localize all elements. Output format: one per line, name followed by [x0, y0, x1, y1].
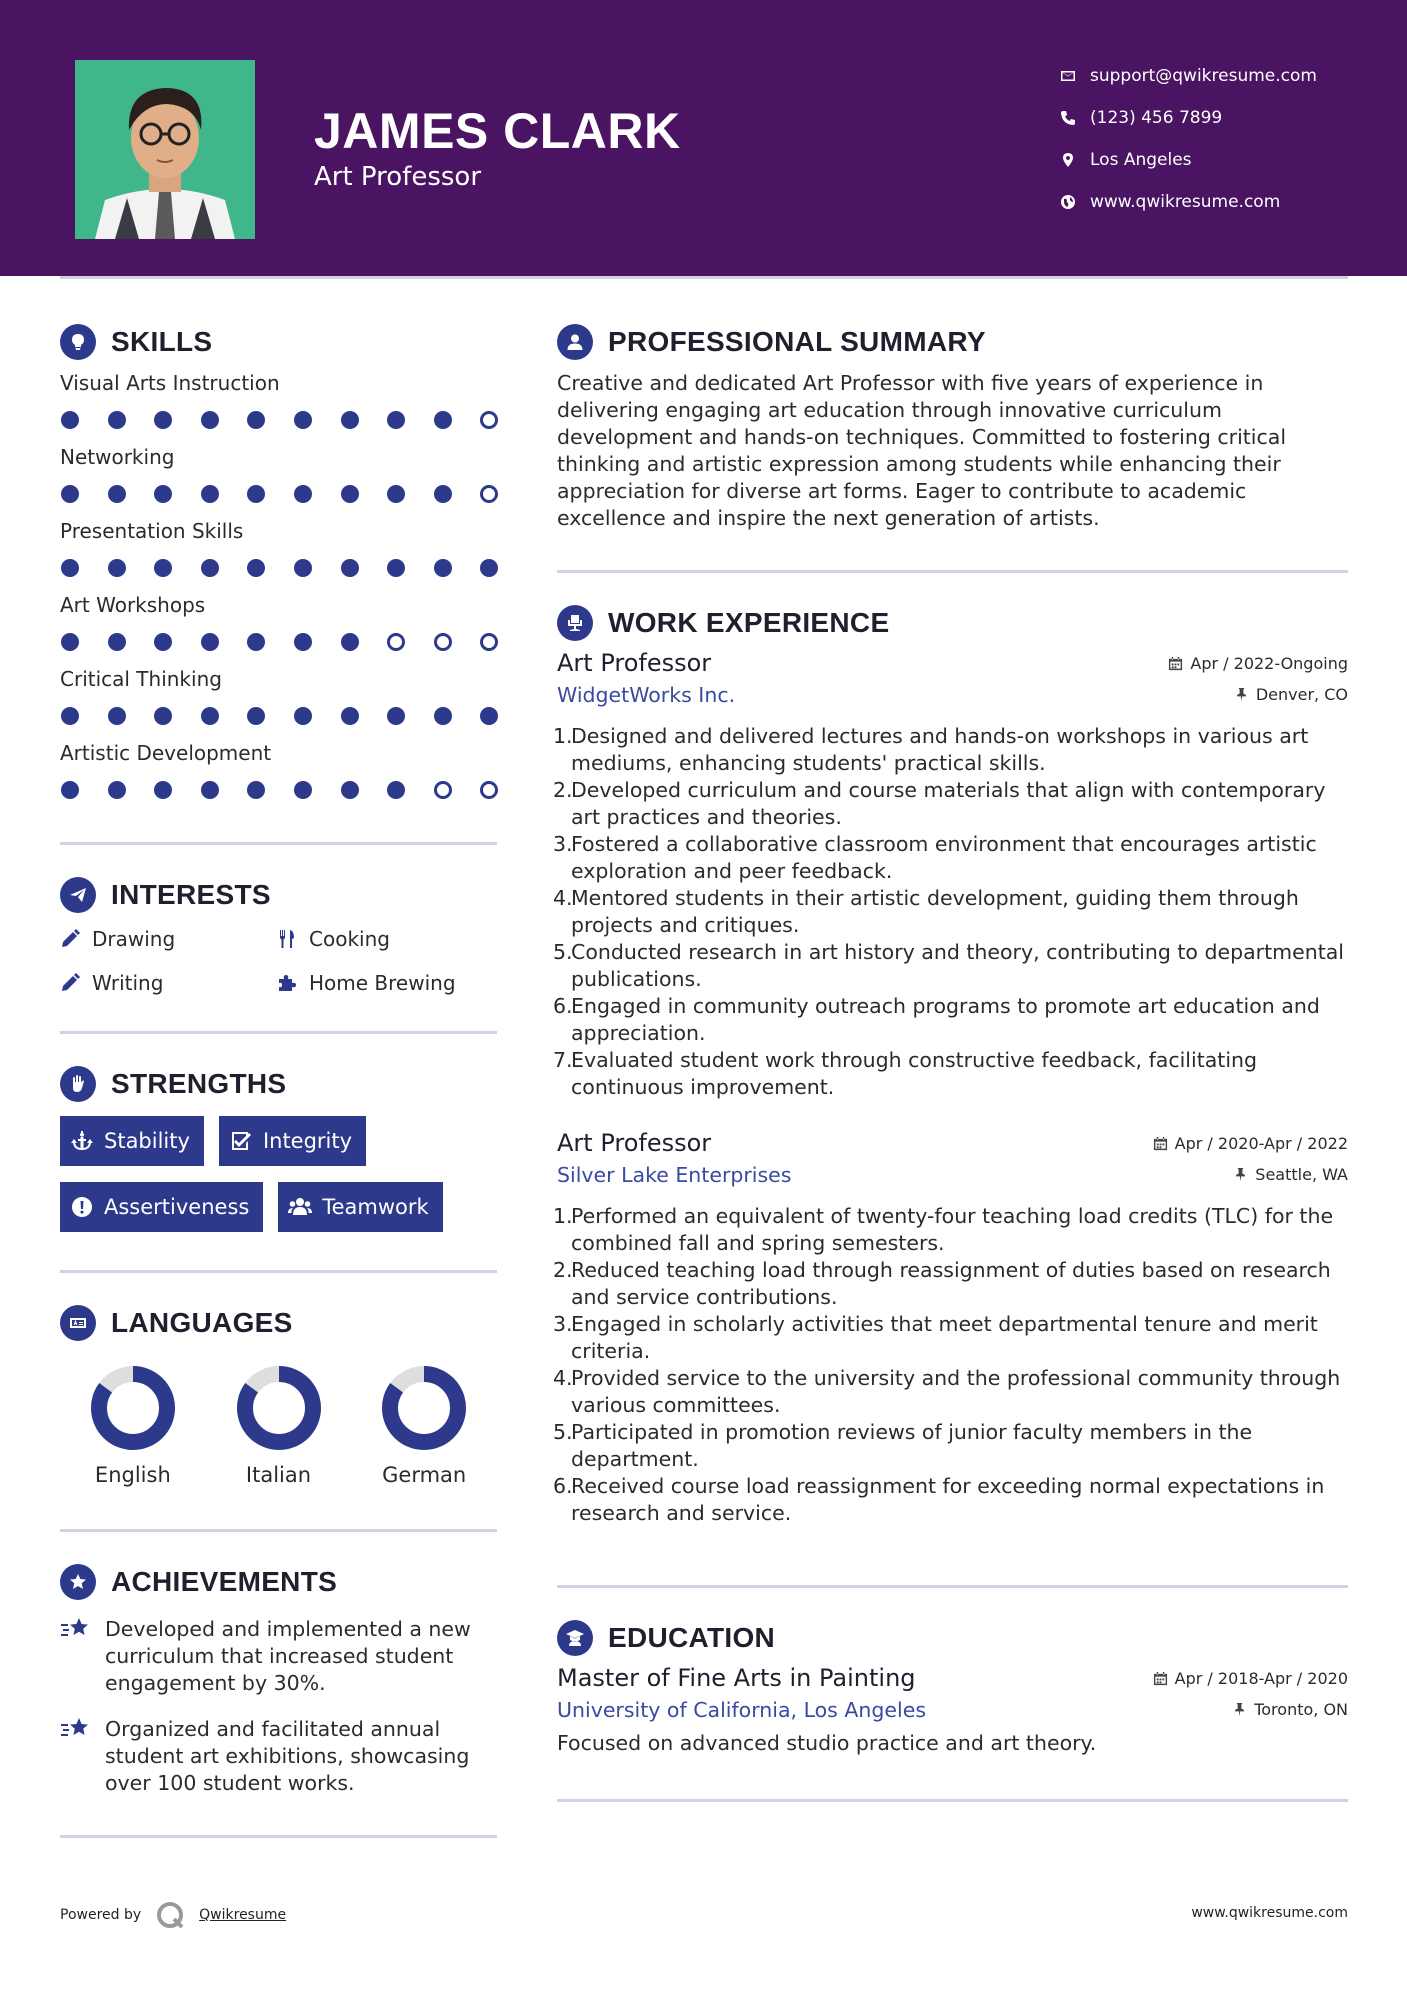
puzzle-icon: [277, 973, 297, 993]
rating-dot-filled: [108, 781, 126, 799]
skill-item: [60, 664, 497, 738]
language-label: English: [94, 1463, 171, 1487]
left-column: [60, 320, 497, 1838]
rating-dot-empty: [434, 633, 452, 651]
language-item: [60, 1365, 206, 1487]
rating-dot-filled: [61, 485, 79, 503]
contact-email-text: support@qwikresume.com: [1090, 66, 1317, 86]
lightbulb-icon: [60, 324, 96, 360]
rating-dot-filled: [480, 559, 498, 577]
globe-icon: [1050, 194, 1086, 210]
skill-item: [60, 738, 497, 812]
education-description: Focused on advanced studio practice and art theory.: [557, 1731, 1097, 1755]
job-dates: Apr / 2022-Ongoing: [1168, 654, 1348, 673]
interest-item: Home Brewing: [277, 967, 497, 999]
school-name[interactable]: University of California, Los Angeles: [557, 1698, 927, 1722]
duty-item: 2. Developed curriculum and course materials that align with contemporary art practices and theories.: [553, 778, 1326, 829]
map-marker-icon: [1050, 152, 1086, 168]
summary-text: Creative and dedicated Art Professor with five years of experience in delivering engaging art education through innovative curriculum development and hands-on techniques. Committed to fostering critical thinking and artistic expression among students while enhancing their appreciation for diverse art forms. Eager to contribute to academic excellence and inspire the next generation of artists.: [557, 371, 1287, 530]
rating-dot-filled: [247, 781, 265, 799]
strength-tag: Integrity: [219, 1116, 366, 1166]
skills-heading: SKILLS: [60, 320, 497, 364]
skill-item: [60, 442, 497, 516]
contact-location-text: Los Angeles: [1090, 150, 1192, 170]
job-role: Art Professor: [557, 1129, 712, 1157]
skill-rating: [61, 546, 497, 590]
skills-list: [60, 368, 497, 812]
skill-rating: [61, 398, 497, 442]
language-label: Italian: [245, 1463, 312, 1487]
language-icon: [60, 1305, 96, 1341]
duty-item: 4. Mentored students in their artistic development, guiding them through projects and critiques.: [553, 886, 1299, 937]
duty-item: 6. Received course load reassignment for exceeding normal expectations in research and service.: [553, 1474, 1325, 1525]
rating-dot-filled: [341, 707, 359, 725]
rating-dot-filled: [247, 411, 265, 429]
contact-list: [1050, 55, 1390, 223]
rating-dot-filled: [154, 707, 172, 725]
skill-item: [60, 516, 497, 590]
anchor-icon: [70, 1129, 94, 1153]
duty-item: 2. Reduced teaching load through reassignment of duties based on research and service contributions.: [553, 1258, 1331, 1309]
duty-item: 7. Evaluated student work through constructive feedback, facilitating continuous improvement.: [553, 1048, 1258, 1099]
qwikresume-logo-icon: [155, 1900, 185, 1930]
calendar-icon: [1168, 656, 1183, 671]
contact-location: [1050, 139, 1390, 181]
duty-item: 6. Engaged in community outreach programs to promote art education and appreciation.: [553, 994, 1320, 1045]
language-item: [206, 1365, 352, 1487]
rating-dot-filled: [387, 485, 405, 503]
skill-name: Critical Thinking: [60, 667, 222, 691]
rating-dot-filled: [341, 633, 359, 651]
rating-dot-filled: [61, 633, 79, 651]
education-entry: [557, 1664, 1348, 1757]
calendar-icon: [1153, 1136, 1168, 1151]
strength-tag: Teamwork: [278, 1182, 442, 1232]
interest-item: Cooking: [277, 923, 497, 955]
star-badge-icon: [60, 1564, 96, 1600]
interest-item: Writing: [60, 967, 277, 999]
achievement-item: Organized and facilitated annual student art exhibitions, showcasing over 100 student works.: [60, 1716, 497, 1797]
language-proficiency-ring: [236, 1365, 322, 1451]
pushpin-icon: [1234, 687, 1249, 702]
rating-dot-filled: [294, 559, 312, 577]
phone-icon: [1050, 110, 1086, 126]
user-icon: [557, 324, 593, 360]
rating-dot-filled: [294, 485, 312, 503]
pencil-icon: [60, 973, 80, 993]
skill-name: Art Workshops: [60, 593, 206, 617]
cutlery-icon: [277, 929, 297, 949]
section-divider: [557, 1585, 1348, 1588]
envelope-icon: [1050, 68, 1086, 84]
pushpin-icon: [1233, 1167, 1248, 1182]
portrait-image: [75, 60, 255, 239]
rating-dot-filled: [480, 707, 498, 725]
rating-dot-filled: [201, 707, 219, 725]
rating-dot-filled: [434, 559, 452, 577]
interests-list: [60, 923, 497, 999]
job-dates: Apr / 2020-Apr / 2022: [1153, 1134, 1348, 1153]
rating-dot-empty: [434, 781, 452, 799]
skill-item: [60, 368, 497, 442]
rating-dot-filled: [294, 781, 312, 799]
candidate-title: Art Professor: [314, 162, 482, 192]
rating-dot-filled: [154, 559, 172, 577]
rating-dot-empty: [387, 633, 405, 651]
rating-dot-filled: [108, 411, 126, 429]
language-label: German: [382, 1463, 467, 1487]
rating-dot-filled: [201, 633, 219, 651]
rating-dot-filled: [61, 559, 79, 577]
achievements-list: [60, 1616, 497, 1797]
rating-dot-filled: [341, 559, 359, 577]
section-divider: [557, 570, 1348, 573]
job-location: Seattle, WA: [1233, 1165, 1348, 1184]
rating-dot-empty: [480, 485, 498, 503]
language-proficiency-ring: [90, 1365, 176, 1451]
job-role: Art Professor: [557, 649, 712, 677]
contact-phone-text: (123) 456 7899: [1090, 108, 1223, 128]
rating-dot-filled: [154, 411, 172, 429]
skill-name: Presentation Skills: [60, 519, 244, 543]
rating-dot-empty: [480, 411, 498, 429]
languages-list: [60, 1365, 497, 1487]
graduate-icon: [557, 1620, 593, 1656]
rating-dot-filled: [341, 781, 359, 799]
header-divider: [60, 276, 1348, 279]
job-entry: [553, 1129, 1348, 1527]
footer-powered-by: Powered by Qwikresume: [60, 1900, 286, 1930]
rating-dot-filled: [387, 559, 405, 577]
skill-name: Networking: [60, 445, 175, 469]
company-name[interactable]: WidgetWorks Inc.: [557, 683, 736, 707]
experience-heading: WORK EXPERIENCE: [557, 601, 1348, 645]
section-divider: [60, 1835, 497, 1838]
contact-email[interactable]: [1050, 55, 1390, 97]
language-proficiency-ring: [381, 1365, 467, 1451]
duty-item: 1. Designed and delivered lectures and hands-on workshops in various art mediums, enhancing students' practical skills.: [553, 724, 1309, 775]
rating-dot-filled: [61, 781, 79, 799]
duty-item: 1. Performed an equivalent of twenty-four teaching load credits (TLC) for the combined fall and spring semesters.: [553, 1204, 1334, 1255]
rating-dot-filled: [387, 707, 405, 725]
rating-dot-filled: [387, 781, 405, 799]
contact-website-text: www.qwikresume.com: [1090, 192, 1281, 212]
rating-dot-filled: [201, 411, 219, 429]
strength-tag: Assertiveness: [60, 1182, 263, 1232]
skill-rating: [61, 472, 497, 516]
rating-dot-filled: [108, 633, 126, 651]
rating-dot-filled: [201, 485, 219, 503]
strength-tag: Stability: [60, 1116, 204, 1166]
job-location: Denver, CO: [1234, 685, 1348, 704]
rating-dot-filled: [434, 707, 452, 725]
rating-dot-filled: [434, 485, 452, 503]
rating-dot-filled: [247, 633, 265, 651]
section-divider: [60, 1270, 497, 1273]
section-divider: [557, 1799, 1348, 1802]
contact-website[interactable]: [1050, 181, 1390, 223]
right-column: [553, 320, 1348, 1802]
rating-dot-filled: [154, 485, 172, 503]
job-entry: [553, 649, 1348, 1101]
rating-dot-filled: [61, 411, 79, 429]
degree-title: Master of Fine Arts in Painting: [557, 1664, 916, 1692]
skill-name: Artistic Development: [60, 741, 272, 765]
rating-dot-filled: [434, 411, 452, 429]
duty-item: 3. Fostered a collaborative classroom environment that encourages artistic exploration and peer feedback.: [553, 832, 1317, 883]
section-divider: [60, 842, 497, 845]
rating-dot-filled: [154, 633, 172, 651]
check-square-icon: [229, 1129, 253, 1153]
paper-plane-icon: [60, 877, 96, 913]
education-heading: EDUCATION: [557, 1616, 1348, 1660]
job-duties: [553, 723, 1348, 1101]
achievements-heading: ACHIEVEMENTS: [60, 1560, 497, 1604]
duty-item: 5. Conducted research in art history and theory, contributing to departmental publications.: [553, 940, 1345, 991]
skill-name: Visual Arts Instruction: [60, 371, 280, 395]
education-location: Toronto, ON: [1232, 1700, 1348, 1719]
interests-heading: INTERESTS: [60, 873, 497, 917]
rating-dot-filled: [247, 485, 265, 503]
briefcase-chair-icon: [557, 605, 593, 641]
strengths-list: [60, 1116, 497, 1232]
rating-dot-filled: [201, 781, 219, 799]
resume-header: [0, 0, 1407, 276]
language-item: [351, 1365, 497, 1487]
duty-item: 3. Engaged in scholarly activities that meet departmental tenure and merit criteria.: [553, 1312, 1318, 1363]
rating-dot-filled: [108, 559, 126, 577]
section-divider: [60, 1529, 497, 1532]
calendar-icon: [1153, 1671, 1168, 1686]
hand-icon: [60, 1066, 96, 1102]
company-name[interactable]: Silver Lake Enterprises: [557, 1163, 792, 1187]
profile-photo: [75, 60, 255, 239]
pushpin-icon: [1232, 1702, 1247, 1717]
interest-item: Drawing: [60, 923, 277, 955]
rating-dot-filled: [108, 485, 126, 503]
candidate-name: JAMES CLARK: [314, 103, 681, 159]
rating-dot-filled: [294, 707, 312, 725]
jobs-list: [553, 649, 1348, 1527]
exclamation-circle-icon: [70, 1195, 94, 1219]
section-divider: [60, 1031, 497, 1034]
summary-heading: PROFESSIONAL SUMMARY: [557, 320, 1348, 364]
rating-dot-filled: [341, 411, 359, 429]
skill-rating: [61, 620, 497, 664]
shooting-star-icon: [60, 1716, 92, 1744]
rating-dot-filled: [108, 707, 126, 725]
footer-url[interactable]: www.qwikresume.com: [1191, 1905, 1348, 1921]
pencil-icon: [60, 929, 80, 949]
contact-phone[interactable]: [1050, 97, 1390, 139]
qwikresume-link[interactable]: Qwikresume: [199, 1907, 287, 1923]
users-icon: [288, 1195, 312, 1219]
duty-item: 4. Provided service to the university and the professional community through various committees.: [553, 1366, 1341, 1417]
rating-dot-filled: [61, 707, 79, 725]
education-dates: Apr / 2018-Apr / 2020: [1153, 1669, 1348, 1688]
duty-item: 5. Participated in promotion reviews of junior faculty members in the department.: [553, 1420, 1253, 1471]
languages-heading: LANGUAGES: [60, 1301, 497, 1345]
rating-dot-filled: [294, 633, 312, 651]
rating-dot-filled: [247, 707, 265, 725]
skill-item: [60, 590, 497, 664]
rating-dot-filled: [387, 411, 405, 429]
rating-dot-empty: [480, 633, 498, 651]
rating-dot-filled: [294, 411, 312, 429]
rating-dot-filled: [247, 559, 265, 577]
job-duties: [553, 1203, 1348, 1527]
rating-dot-filled: [154, 781, 172, 799]
rating-dot-filled: [201, 559, 219, 577]
rating-dot-filled: [341, 485, 359, 503]
strengths-heading: STRENGTHS: [60, 1062, 497, 1106]
achievement-item: Developed and implemented a new curriculum that increased student engagement by 30%.: [60, 1616, 497, 1697]
skill-rating: [61, 694, 497, 738]
skill-rating: [61, 768, 497, 812]
shooting-star-icon: [60, 1616, 92, 1644]
rating-dot-empty: [480, 781, 498, 799]
